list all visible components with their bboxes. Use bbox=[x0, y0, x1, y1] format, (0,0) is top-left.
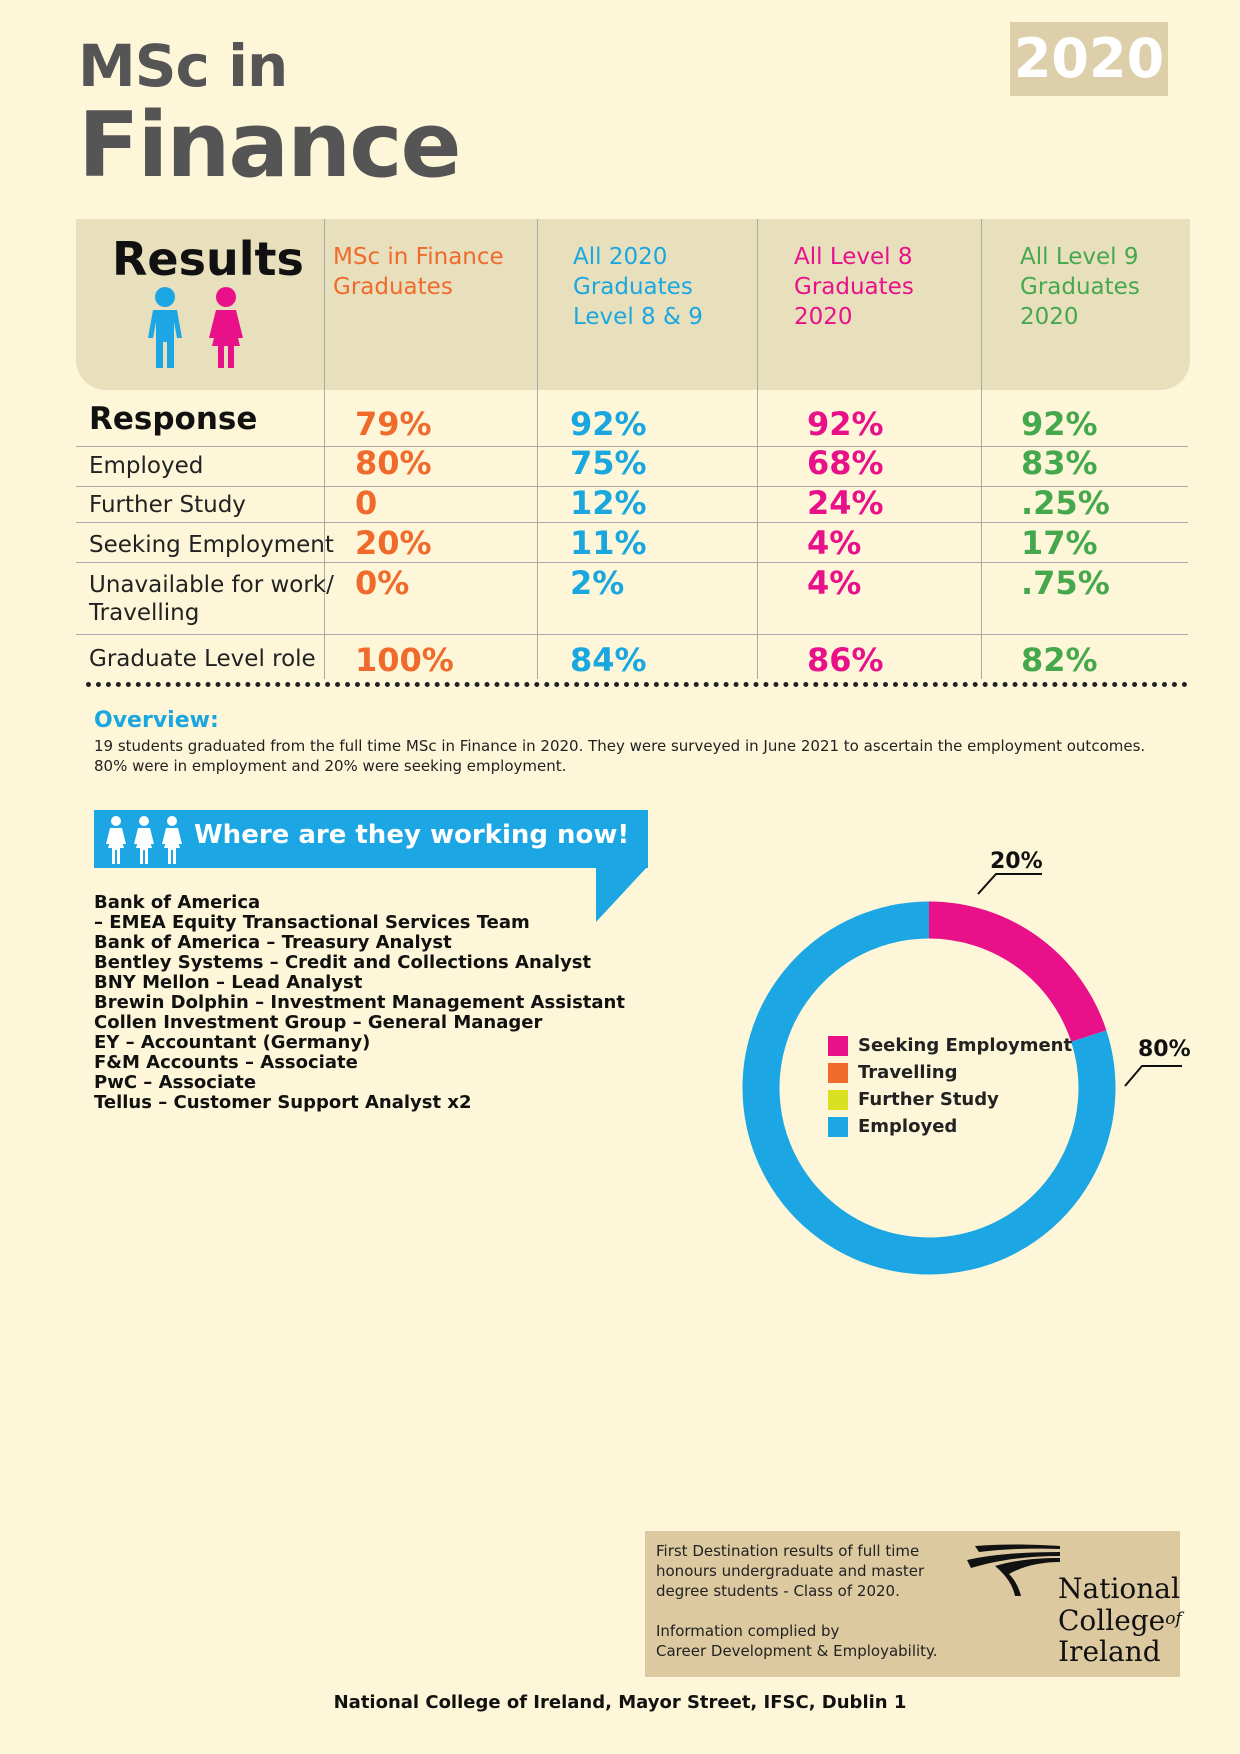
table-cell: 2% bbox=[570, 564, 625, 602]
footer-line: Information complied by bbox=[656, 1622, 840, 1640]
table-cell: .25% bbox=[1021, 484, 1110, 522]
row-label-employed: Employed bbox=[89, 453, 204, 479]
footer-text bbox=[656, 1541, 938, 1661]
legend-item bbox=[828, 1086, 1072, 1113]
employer-item: Tellus – Customer Support Analyst x2 bbox=[94, 1092, 472, 1113]
logo-college: College bbox=[1058, 1604, 1166, 1637]
footer-address: National College of Ireland, Mayor Street, IFSC, Dublin 1 bbox=[333, 1692, 907, 1713]
where-title: Where are they working now! bbox=[194, 820, 630, 850]
donut-slice-seeking-employment bbox=[929, 920, 1089, 1036]
table-cell: 12% bbox=[570, 484, 647, 522]
table-cell: 83% bbox=[1021, 444, 1098, 482]
legend-label: Employed bbox=[858, 1116, 958, 1137]
column-head-line: 2020 bbox=[794, 304, 853, 330]
table-cell: 0 bbox=[355, 484, 378, 522]
table-cell: 17% bbox=[1021, 524, 1098, 562]
year-badge: 2020 bbox=[1010, 22, 1168, 96]
column-head-line: All 2020 bbox=[573, 244, 668, 270]
employer-item: Bentley Systems – Credit and Collections Analyst bbox=[94, 952, 592, 973]
data-label-employed: 80% bbox=[1138, 1037, 1191, 1062]
table-cell: 24% bbox=[807, 484, 884, 522]
nci-logo-text bbox=[1058, 1573, 1182, 1667]
table-cell: 82% bbox=[1021, 641, 1098, 679]
table-cell: 11% bbox=[570, 524, 647, 562]
column-head-line: All Level 9 bbox=[1020, 244, 1139, 270]
legend-swatch bbox=[828, 1090, 848, 1110]
nci-logo-icon bbox=[965, 1544, 1061, 1596]
overview-line: 19 students graduated from the full time MSc in Finance in 2020. They were surveyed in June 2021 to ascertain the employment outcomes. bbox=[94, 737, 1146, 755]
overview-title: Overview: bbox=[94, 708, 219, 733]
table-cell: 4% bbox=[807, 564, 862, 602]
employer-item: F&M Accounts – Associate bbox=[94, 1052, 358, 1073]
employer-item: BNY Mellon – Lead Analyst bbox=[94, 972, 363, 993]
table-cell: 75% bbox=[570, 444, 647, 482]
row-label-unavailable: Unavailable for work/ Travelling bbox=[89, 572, 334, 626]
legend-item bbox=[828, 1032, 1072, 1059]
column-head-line: Graduates bbox=[573, 274, 693, 300]
column-head-line: Graduates bbox=[1020, 274, 1140, 300]
legend-swatch bbox=[828, 1117, 848, 1137]
table-cell: 4% bbox=[807, 524, 862, 562]
legend-item bbox=[828, 1113, 1072, 1140]
table-cell: 86% bbox=[807, 641, 884, 679]
leader-line-employed bbox=[1125, 1066, 1182, 1086]
chart-legend bbox=[828, 1032, 1072, 1140]
footer-line: Career Development & Employability. bbox=[656, 1642, 938, 1660]
legend-swatch bbox=[828, 1036, 848, 1056]
data-label-seeking: 20% bbox=[990, 849, 1043, 874]
page-title-line2: Finance bbox=[78, 93, 460, 198]
employer-item: Brewin Dolphin – Investment Management Assistant bbox=[94, 992, 625, 1013]
legend-swatch bbox=[828, 1063, 848, 1083]
table-cell: 79% bbox=[355, 405, 432, 443]
table-cell: 20% bbox=[355, 524, 432, 562]
table-cell: 80% bbox=[355, 444, 432, 482]
footer-line: honours undergraduate and master bbox=[656, 1562, 925, 1580]
table-cell: 92% bbox=[807, 405, 884, 443]
logo-of: of bbox=[1165, 1609, 1182, 1629]
row-label-response: Response bbox=[89, 401, 258, 437]
column-head-line: MSc in Finance bbox=[333, 244, 504, 270]
legend-label: Further Study bbox=[858, 1089, 999, 1110]
legend-label: Travelling bbox=[858, 1062, 958, 1083]
table-cell: 0% bbox=[355, 564, 410, 602]
row-label-seeking: Seeking Employment bbox=[89, 532, 334, 558]
legend-label: Seeking Employment bbox=[858, 1035, 1073, 1056]
logo-line bbox=[1058, 1604, 1182, 1636]
employer-item: Bank of America – Treasury Analyst bbox=[94, 932, 452, 953]
column-head-line: All Level 8 bbox=[794, 244, 913, 270]
employer-item: Bank of America bbox=[94, 892, 261, 913]
row-label-further-study: Further Study bbox=[89, 492, 246, 518]
column-head-line: 2020 bbox=[1020, 304, 1079, 330]
footer-line: First Destination results of full time bbox=[656, 1542, 920, 1560]
employer-item: – EMEA Equity Transactional Services Team bbox=[94, 912, 530, 933]
legend-item bbox=[828, 1059, 1072, 1086]
column-head-line: Level 8 & 9 bbox=[573, 304, 703, 330]
employer-item: PwC – Associate bbox=[94, 1072, 257, 1093]
column-head-line: Graduates bbox=[333, 274, 453, 300]
column-head-line: Graduates bbox=[794, 274, 914, 300]
footer-line: degree students - Class of 2020. bbox=[656, 1582, 900, 1600]
page-title-line1: MSc in bbox=[78, 32, 288, 100]
results-title: Results bbox=[112, 232, 304, 286]
employer-item: Collen Investment Group – General Manager bbox=[94, 1012, 543, 1033]
row-label-graduate-role: Graduate Level role bbox=[89, 646, 316, 672]
employer-item: EY – Accountant (Germany) bbox=[94, 1032, 371, 1053]
leader-line-seeking bbox=[978, 874, 1042, 894]
overview-line: 80% were in employment and 20% were seeking employment. bbox=[94, 757, 567, 775]
table-cell: 92% bbox=[1021, 405, 1098, 443]
table-cell: .75% bbox=[1021, 564, 1110, 602]
logo-line: Ireland bbox=[1058, 1635, 1161, 1668]
table-cell: 92% bbox=[570, 405, 647, 443]
table-cell: 84% bbox=[570, 641, 647, 679]
table-cell: 68% bbox=[807, 444, 884, 482]
table-cell: 100% bbox=[355, 641, 454, 679]
logo-line: National bbox=[1058, 1572, 1180, 1605]
